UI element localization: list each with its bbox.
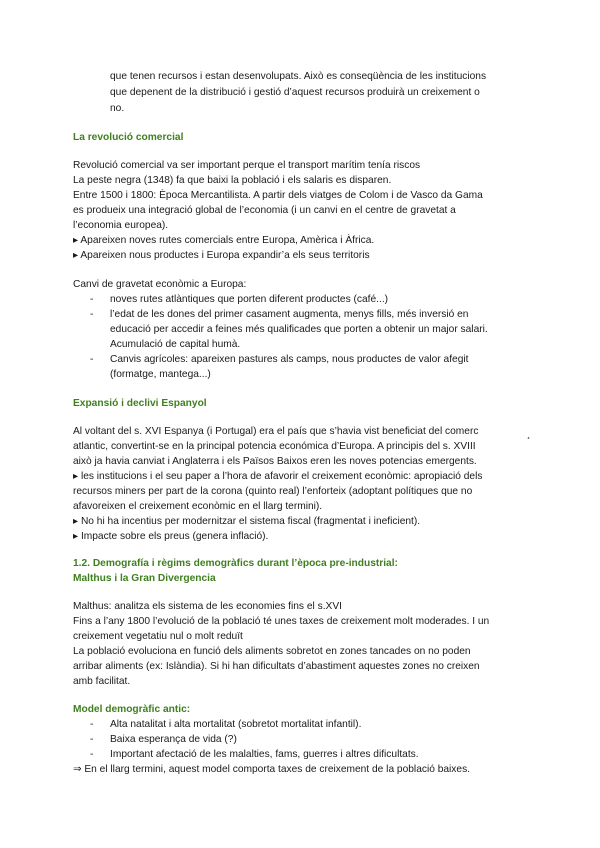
paragraph-line: arribar aliments (ex: Islàndia). Si hi han dificultats d’abastiment aquestes zones no creixen <box>73 661 480 672</box>
bullet-line: ▸ Apareixen nous productes i Europa expandir’a els seus territoris <box>73 250 370 261</box>
dash-marker: - <box>90 294 94 305</box>
bullet-line: ▸ les institucions i el seu paper a l’hora de afavorir el creixement econòmic: apropiació dels <box>73 471 483 482</box>
section-heading-demografia: 1.2. Demografía i règims demogràfics durant l’època pre-industrial: <box>73 558 398 569</box>
section-heading-revolucio-comercial: La revolució comercial <box>73 132 184 143</box>
section-heading-model-demografic: Model demogràfic antic: <box>73 704 191 715</box>
list-item-text: l’edat de les dones del primer casament augmenta, menys fills, més inversió en <box>110 309 469 320</box>
paragraph-line: afavoreixen el creixement econòmic en el llarg termini). <box>73 501 323 512</box>
paragraph-line: recursos miners per part de la corona (quinto real) l’enforteix (adoptant polítiques que no <box>73 486 473 497</box>
dash-marker: - <box>90 354 94 365</box>
paragraph-line: Al voltant del s. XVI Espanya (i Portugal) era el país que s’havia vist beneficiat del comerc <box>73 426 479 437</box>
section-heading-expansio-declivi: Expansió i declivi Espanyol <box>73 398 207 409</box>
list-item-text: noves rutes atlàntiques que porten diferent productes (café...) <box>110 294 389 305</box>
paragraph-line: això ja havia canviat i Anglaterra i els Països Baixos eren les noves potencias emergents. <box>73 456 477 467</box>
paragraph-line: La població evoluciona en funció dels aliments sobretot en zones tancades on no poden <box>73 646 471 657</box>
paragraph-line: Revolució comercial va ser important perque el transport marítim tenía riscos <box>73 160 421 171</box>
intro-line: que depenent de la distribució i gestió d’aquest recursos produirà un creixement o <box>110 87 480 98</box>
dash-marker: - <box>90 309 94 320</box>
list-item-text: Important afectació de les malalties, fams, guerres i altres dificultats. <box>110 749 419 760</box>
paragraph-line: Entre 1500 i 1800: Època Mercantilista. A partir dels viatges de Colom i de Vasco da Gama <box>73 190 483 201</box>
paragraph-line: Fins a l’any 1800 l’evolució de la població té unes taxes de creixement molt moderades. I un <box>73 616 490 627</box>
paragraph-line: l’economia europea). <box>73 220 169 231</box>
dash-marker: - <box>90 734 94 745</box>
cedilla-mark: ¸ <box>527 429 531 440</box>
paragraph-line: es produeix una integració global de l’economia (i un canvi en el centre de gravetat a <box>73 205 456 216</box>
list-item-text: Alta natalitat i alta mortalitat (sobretot mortalitat infantil). <box>110 719 362 730</box>
bullet-line: ▸ Apareixen noves rutes comercials entre Europa, Amèrica i Àfrica. <box>73 235 375 246</box>
list-item-text: educació per accedir a feines més qualificades que porten a obtenir un major salari. <box>110 324 488 335</box>
dash-marker: - <box>90 719 94 730</box>
list-item-text: (formatge, mantega...) <box>110 369 211 380</box>
list-item-text: Baixa esperança de vida (?) <box>110 734 237 745</box>
paragraph-line: atlantic, convertint-se en la principal potencia económica d’Europa. A principis del s. XVIII <box>73 441 476 452</box>
dash-marker: - <box>90 749 94 760</box>
paragraph-line: Malthus: analitza els sistema de les economies fins el s.XVI <box>73 601 342 612</box>
conclusion-line: ⇒ En el llarg termini, aquest model comporta taxes de creixement de la població baixes. <box>73 764 470 775</box>
paragraph-line: amb facilitat. <box>73 676 131 687</box>
intro-line: no. <box>110 103 125 114</box>
bullet-line: ▸ No hi ha incentius per modernitzar el sistema fiscal (fragmentat i ineficient). <box>73 516 421 527</box>
paragraph-line: creixement vegetatiu nul o molt reduït <box>73 631 243 642</box>
list-item-text: Acumulació de capital humà. <box>110 339 241 350</box>
subheading: Canvi de gravetat econòmic a Europa: <box>73 279 247 290</box>
paragraph-line: La peste negra (1348) fa que baixi la població i els salaris es disparen. <box>73 175 392 186</box>
bullet-line: ▸ Impacte sobre els preus (genera inflació). <box>73 531 269 542</box>
list-item-text: Canvis agrícoles: apareixen pastures als camps, nous productes de valor afegit <box>110 354 469 365</box>
intro-line: que tenen recursos i estan desenvolupats. Això es conseqüència de les institucions <box>110 71 487 82</box>
section-heading-demografia-cont: Malthus i la Gran Divergencia <box>73 573 216 584</box>
